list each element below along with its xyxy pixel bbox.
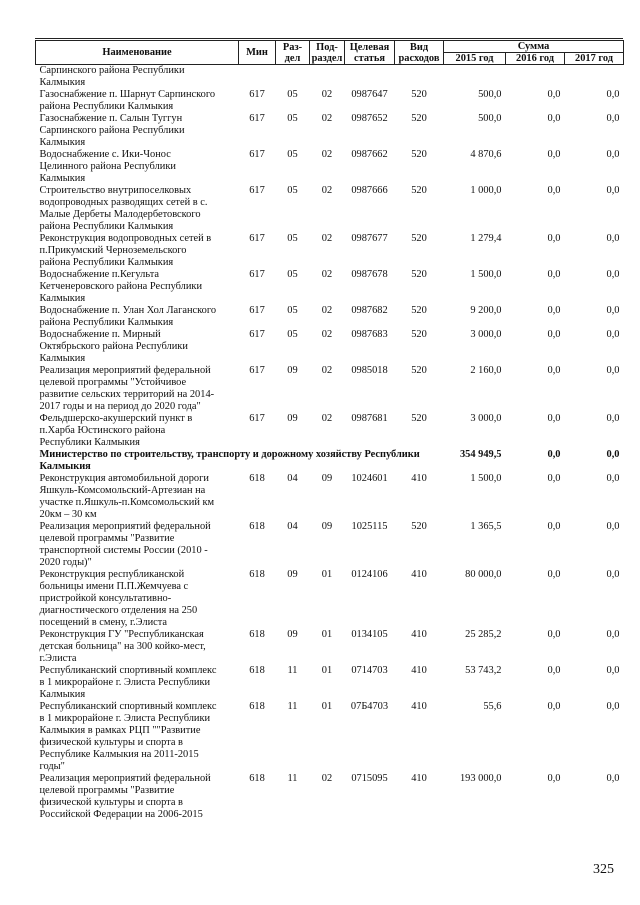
cell-2017: 0,0 [606,413,620,424]
header-min: Мин [239,41,276,65]
cell-2015: 193 000,0 [459,773,502,784]
cell-podrazdel: 01 [321,629,333,640]
cell-vid-rashodov [395,65,444,90]
cell-podrazdel: 01 [321,569,333,580]
cell-razdel: 11 [287,701,298,712]
cell-2016: 0,0 [547,149,561,160]
header-summa: Сумма [444,41,624,53]
cell-2015: 1 500,0 [470,473,502,484]
cell-name: Газоснабжение п. Салын Туггун Сарпинского района Республики Калмыкия [39,113,185,148]
table-row [36,185,624,233]
table-row [36,569,624,629]
header-2016: 2016 год [506,53,565,65]
cell-vid-rashodov: 520 [411,305,427,316]
cell-razdel [276,65,310,90]
cell-razdel: 04 [287,473,298,484]
cell-vid-rashodov: 520 [411,89,427,100]
cell-celevaya-statya: 07Б4703 [350,701,389,712]
cell-name: Реконструкция республиканской больницы имени П.П.Жемчуева с пристройкой консультативно- диагностического отделения на 250 посещений в смену, г.Элиста [39,569,198,628]
cell-min: 617 [249,365,265,376]
cell-celevaya-statya: 0987677 [351,233,388,244]
table-row [36,665,624,701]
cell-2016: 0,0 [547,569,561,580]
cell-podrazdel: 02 [321,305,333,316]
table-row [36,473,624,521]
cell-vid-rashodov: 410 [411,629,427,640]
cell-2015: 4 870,6 [470,149,502,160]
cell-podrazdel: 02 [321,365,333,376]
cell-razdel: 09 [287,629,298,640]
cell-2016: 0,0 [547,113,561,124]
cell-podrazdel: 02 [321,113,333,124]
cell-vid-rashodov: 520 [411,233,427,244]
cell-2017: 0,0 [606,269,620,280]
cell-min: 618 [249,629,265,640]
cell-name: Водоснабжение с. Ики-Чонос Целинного района Республики Калмыкия [39,149,176,184]
cell-2017: 0,0 [606,113,620,124]
cell-2015: 53 743,2 [465,665,502,676]
cell-min: 617 [249,113,265,124]
table-row [36,365,624,413]
cell-celevaya-statya: 0124106 [351,569,388,580]
table-row [36,233,624,269]
cell-name: Водоснабжение п.Кегульта Кетченеровского района Республики Калмыкия [39,269,203,304]
cell-vid-rashodov: 520 [411,149,427,160]
cell-2017: 0,0 [606,329,620,340]
cell-name: Фельдшерско-акушерский пункт в п.Харба Юстинского района Республики Калмыкия [39,413,193,448]
cell-2015 [444,65,506,90]
cell-min: 618 [249,521,265,532]
cell-celevaya-statya [345,65,395,90]
cell-min: 618 [249,473,265,484]
cell-celevaya-statya: 0987652 [351,113,388,124]
cell-vid-rashodov: 520 [411,521,427,532]
table-row [36,269,624,305]
cell-2017 [565,65,624,90]
cell-2016 [506,65,565,90]
cell-podrazdel: 09 [321,473,333,484]
cell-min: 617 [249,185,265,196]
cell-min: 617 [249,329,265,340]
cell-name: Водоснабжение п. Мирный Октябрьского района Республики Калмыкия [39,329,188,364]
cell-podrazdel: 09 [321,521,333,532]
cell-2015: 1 500,0 [470,269,502,280]
header-2015: 2015 год [444,53,506,65]
table-row [36,449,624,473]
cell-razdel: 11 [287,773,298,784]
cell-vid-rashodov: 520 [411,113,427,124]
cell-razdel: 05 [287,89,298,100]
cell-2016: 0,0 [547,329,561,340]
cell-vid-rashodov: 520 [411,329,427,340]
cell-vid-rashodov: 520 [411,365,427,376]
table-row [36,329,624,365]
cell-razdel: 05 [287,149,298,160]
cell-celevaya-statya: 0987678 [351,269,388,280]
header-celevaya-statya: Целевая статья [345,41,395,65]
cell-razdel: 04 [287,521,298,532]
cell-celevaya-statya: 0987682 [351,305,388,316]
cell-2017: 0,0 [606,149,620,160]
cell-celevaya-statya: 0987647 [351,89,388,100]
cell-2017: 0,0 [606,773,620,784]
cell-2015: 1 000,0 [470,185,502,196]
cell-2016: 0,0 [547,629,561,640]
cell-celevaya-statya: 0987662 [351,149,388,160]
cell-2017: 0,0 [606,185,620,196]
cell-min: 617 [249,305,265,316]
cell-2017: 0,0 [606,629,620,640]
cell-2016: 0,0 [547,365,561,376]
cell-podrazdel: 01 [321,665,333,676]
cell-2017: 0,0 [606,233,620,244]
table-row [36,701,624,773]
cell-2015: 354 949,5 [459,449,502,460]
top-rule [35,38,623,39]
cell-podrazdel: 02 [321,185,333,196]
header-name: Наименование [36,41,239,65]
table-row [36,629,624,665]
cell-podrazdel: 02 [321,149,333,160]
cell-razdel: 09 [287,569,298,580]
cell-celevaya-statya: 0714703 [351,665,388,676]
table-row [36,521,624,569]
cell-2017: 0,0 [606,473,620,484]
cell-celevaya-statya: 1025115 [351,521,388,532]
cell-celevaya-statya: 0987683 [351,329,388,340]
cell-vid-rashodov: 410 [411,665,427,676]
cell-vid-rashodov: 410 [411,701,427,712]
table-row [36,773,624,821]
cell-min: 618 [249,773,265,784]
cell-2017: 0,0 [606,365,620,376]
cell-razdel: 05 [287,233,298,244]
cell-2016: 0,0 [547,521,561,532]
cell-2016: 0,0 [547,413,561,424]
cell-vid-rashodov: 520 [411,185,427,196]
cell-2016: 0,0 [547,665,561,676]
cell-razdel: 05 [287,269,298,280]
cell-2015: 9 200,0 [470,305,502,316]
cell-2015: 3 000,0 [470,329,502,340]
cell-2015: 2 160,0 [470,365,502,376]
cell-name: Реконструкция автомобильной дороги Яшкуль-Комсомольский-Артезиан на участке п.Яшкуль-п.Комсомольский км 20км – 30 км [39,473,215,520]
header-vid-rashodov: Вид расходов [395,41,444,65]
cell-2017: 0,0 [606,305,620,316]
cell-2016: 0,0 [547,473,561,484]
cell-podrazdel: 02 [321,269,333,280]
cell-name: Газоснабжение п. Шарнут Сарпинского района Республики Калмыкия [39,89,216,112]
cell-podrazdel: 01 [321,701,333,712]
table-header [36,41,624,65]
header-podrazdel: Под- раздел [310,41,345,65]
cell-razdel: 05 [287,185,298,196]
cell-name: Строительство внутрипоселковых водопроводных разводящих сетей в с. Малые Дербеты Малодербетовского района Республики Калмыкия [39,185,208,232]
cell-2016: 0,0 [547,89,561,100]
cell-min: 618 [249,665,265,676]
cell-podrazdel [310,65,345,90]
cell-podrazdel: 02 [321,329,333,340]
cell-razdel: 05 [287,329,298,340]
budget-table [35,40,624,821]
cell-2015: 1 279,4 [470,233,502,244]
cell-2017: 0,0 [606,665,620,676]
cell-min: 617 [249,149,265,160]
ministry-heading: Министерство по строительству, транспорту и дорожному хозяйству Республики Калмыкия [39,449,420,472]
cell-celevaya-statya: 0715095 [351,773,388,784]
cell-2017: 0,0 [606,449,620,460]
cell-name: Республиканский спортивный комплекс в 1 микрорайоне г. Элиста Республики Калмыкия в рамках РЦП ""Развитие физической культуры и спорта в Республике Калмыкия на 2011-2015 годы" [39,701,217,772]
cell-2017: 0,0 [606,701,620,712]
cell-min: 617 [249,233,265,244]
cell-min: 617 [249,413,265,424]
cell-podrazdel: 02 [321,413,333,424]
cell-2017: 0,0 [606,89,620,100]
cell-2017: 0,0 [606,521,620,532]
cell-name: Реконструкция водопроводных сетей в п.Прикумский Черноземельского района Республики Калмыкия [39,233,212,268]
cell-2016: 0,0 [547,233,561,244]
cell-vid-rashodov: 520 [411,269,427,280]
cell-celevaya-statya: 0987681 [351,413,388,424]
header-razdel: Раз- дел [276,41,310,65]
cell-2015: 80 000,0 [465,569,502,580]
cell-2016: 0,0 [547,185,561,196]
cell-celevaya-statya: 0134105 [351,629,388,640]
table-row [36,113,624,149]
cell-podrazdel: 02 [321,233,333,244]
cell-name: Реконструкция ГУ "Республиканская детская больница" на 300 койко-мест, г.Элиста [39,629,206,664]
cell-razdel: 05 [287,113,298,124]
cell-min: 618 [249,569,265,580]
cell-2015: 1 365,5 [470,521,502,532]
cell-celevaya-statya: 1024601 [351,473,388,484]
cell-min [239,65,276,90]
cell-vid-rashodov: 410 [411,773,427,784]
cell-podrazdel: 02 [321,773,333,784]
cell-razdel: 11 [287,665,298,676]
table-row [36,149,624,185]
cell-vid-rashodov: 410 [411,473,427,484]
header-2017: 2017 год [565,53,624,65]
cell-2016: 0,0 [547,269,561,280]
cell-name: Реализация мероприятий федеральной целевой программы "Развитие физической культуры и спорта в Российской Федерации на 2006-2015 [39,773,211,820]
cell-name: Реализация мероприятий федеральной целевой программы "Развитие транспортной системы России (2010 - 2020 годы)" [39,521,211,568]
cell-2016: 0,0 [547,773,561,784]
cell-2015: 25 285,2 [465,629,502,640]
cell-razdel: 05 [287,305,298,316]
cell-celevaya-statya: 0985018 [351,365,388,376]
cell-2017: 0,0 [606,569,620,580]
cell-name: Водоснабжение п. Улан Хол Лаганского района Республики Калмыкия [39,305,217,328]
cell-min: 617 [249,269,265,280]
cell-2015: 55,6 [483,701,502,712]
cell-name: Реализация мероприятий федеральной целевой программы "Устойчивое развитие сельских территорий на 2014- 2017 годы и на период до 2020 года" [39,365,215,412]
cell-celevaya-statya: 0987666 [351,185,388,196]
cell-podrazdel: 02 [321,89,333,100]
cell-vid-rashodov: 410 [411,569,427,580]
cell-2016: 0,0 [547,305,561,316]
cell-name: Республиканский спортивный комплекс в 1 микрорайоне г. Элиста Республики Калмыкия [39,665,217,700]
cell-2015: 500,0 [478,89,502,100]
cell-name: Сарпинского района Республики Калмыкия [39,65,185,88]
cell-min: 618 [249,701,265,712]
cell-2015: 500,0 [478,113,502,124]
table-row [36,89,624,113]
cell-2015: 3 000,0 [470,413,502,424]
table-row [36,305,624,329]
cell-2016: 0,0 [547,449,561,460]
cell-razdel: 09 [287,413,298,424]
cell-min: 617 [249,89,265,100]
cell-razdel: 09 [287,365,298,376]
cell-vid-rashodov: 520 [411,413,427,424]
table-row [36,413,624,449]
table-row [36,65,624,90]
table-body [36,65,624,822]
page-number: 325 [593,862,614,877]
cell-2016: 0,0 [547,701,561,712]
